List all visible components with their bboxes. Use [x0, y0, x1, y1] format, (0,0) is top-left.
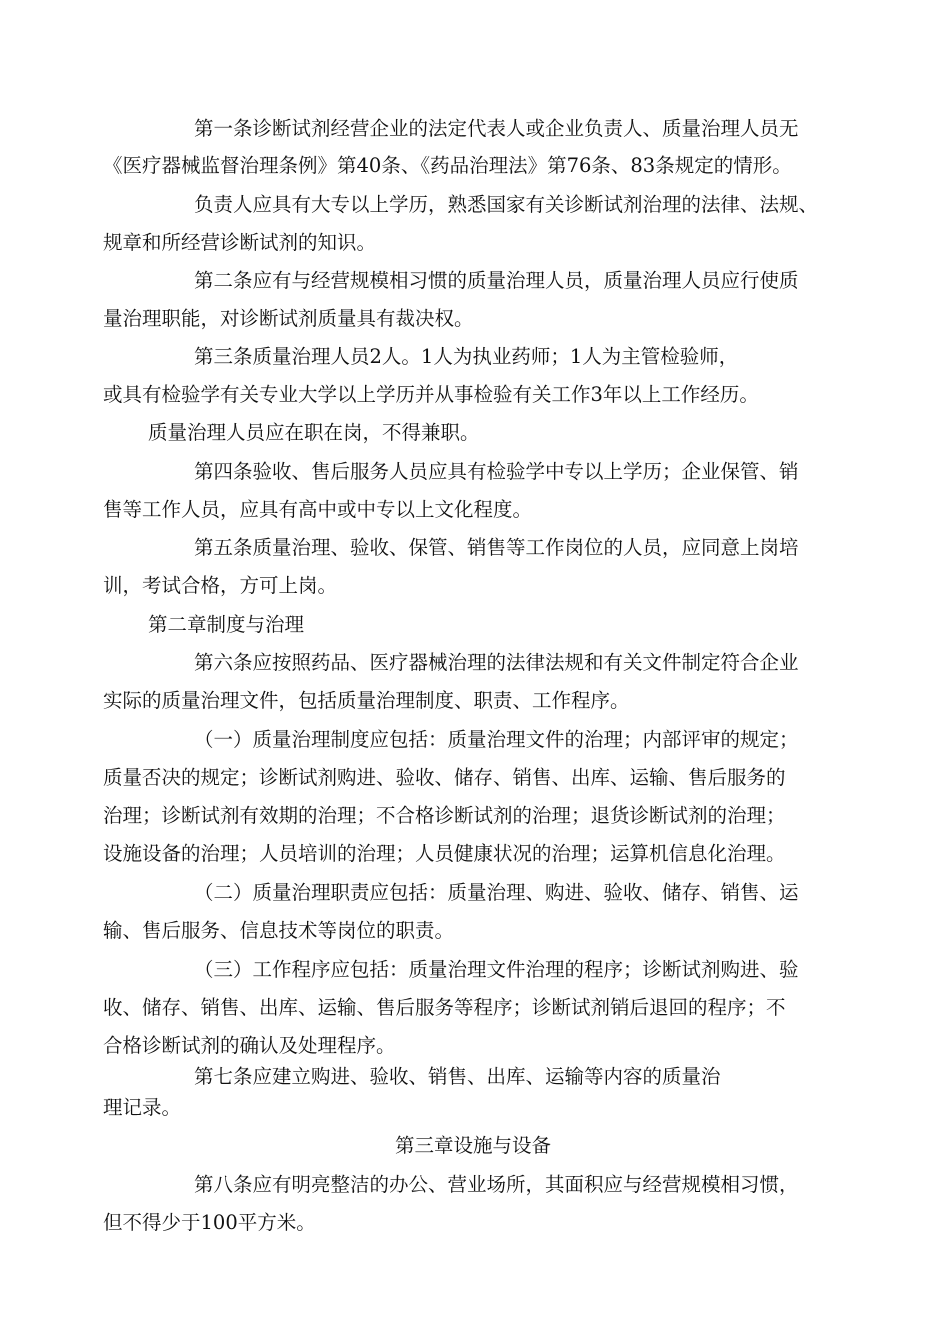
paragraph-line-2: 规章和所经营诊断试剂的知识。	[103, 231, 377, 254]
item-1-line-2: 质量否决的规定；诊断试剂购进、验收、储存、销售、出库、运输、售后服务的	[103, 766, 786, 789]
article-1-line-1: 第一条诊断试剂经营企业的法定代表人或企业负责人、质量治理人员无	[194, 117, 799, 140]
article-7-line-1: 第七条应建立购进、验收、销售、出库、运输等内容的质量治	[194, 1065, 721, 1088]
paragraph-line-3: 质量治理人员应在职在岗，不得兼职。	[148, 421, 480, 444]
chapter-3-heading: 第三章设施与设备	[395, 1134, 552, 1157]
article-5-line-2: 训，考试合格，方可上岗。	[103, 574, 338, 597]
item-3-line-1: （三）工作程序应包括：质量治理文件治理的程序；诊断试剂购进、验	[194, 958, 799, 981]
item-3-line-2: 收、储存、销售、出库、运输、售后服务等程序；诊断试剂销后退回的程序；不	[103, 996, 786, 1019]
article-2-line-1: 第二条应有与经营规模相习惯的质量治理人员，质量治理人员应行使质	[194, 269, 799, 292]
article-6-line-2: 实际的质量治理文件，包括质量治理制度、职责、工作程序。	[103, 689, 630, 712]
article-2-line-2: 量治理职能，对诊断试剂质量具有裁决权。	[103, 307, 474, 330]
item-3-line-3: 合格诊断试剂的确认及处理程序。	[103, 1034, 396, 1057]
article-4-line-1: 第四条验收、售后服务人员应具有检验学中专以上学历；企业保管、销	[194, 460, 799, 483]
paragraph-line-1: 负责人应具有大专以上学历，熟悉国家有关诊断试剂治理的法律、法规、	[194, 193, 819, 216]
chapter-2-heading: 第二章制度与治理	[148, 613, 305, 636]
item-1-line-4: 设施设备的治理；人员培训的治理；人员健康状况的治理；运算机信息化治理。	[103, 842, 786, 865]
article-3-line-1: 第三条质量治理人员2人。1人为执业药师；1人为主管检验师，	[194, 345, 739, 368]
article-1-line-2: 《医疗器械监督治理条例》第40条、《药品治理法》第76条、83条规定的情形。	[103, 154, 792, 177]
article-3-line-2: 或具有检验学有关专业大学以上学历并从事检验有关工作3年以上工作经历。	[103, 383, 759, 406]
item-2-line-2: 输、售后服务、信息技术等岗位的职责。	[103, 919, 455, 942]
article-5-line-1: 第五条质量治理、验收、保管、销售等工作岗位的人员，应同意上岗培	[194, 536, 799, 559]
article-8-line-1: 第八条应有明亮整洁的办公、营业场所，其面积应与经营规模相习惯，	[194, 1173, 799, 1196]
article-6-line-1: 第六条应按照药品、医疗器械治理的法律法规和有关文件制定符合企业	[194, 651, 799, 674]
article-8-line-2: 但不得少于100平方米。	[103, 1211, 316, 1234]
article-7-line-2: 理记录。	[103, 1096, 182, 1119]
article-4-line-2: 售等工作人员，应具有高中或中专以上文化程度。	[103, 498, 533, 521]
item-2-line-1: （二）质量治理职责应包括：质量治理、购进、验收、储存、销售、运	[194, 881, 799, 904]
item-1-line-3: 治理；诊断试剂有效期的治理；不合格诊断试剂的治理；退货诊断试剂的治理；	[103, 804, 786, 827]
item-1-line-1: （一）质量治理制度应包括：质量治理文件的治理；内部评审的规定；	[194, 728, 799, 751]
